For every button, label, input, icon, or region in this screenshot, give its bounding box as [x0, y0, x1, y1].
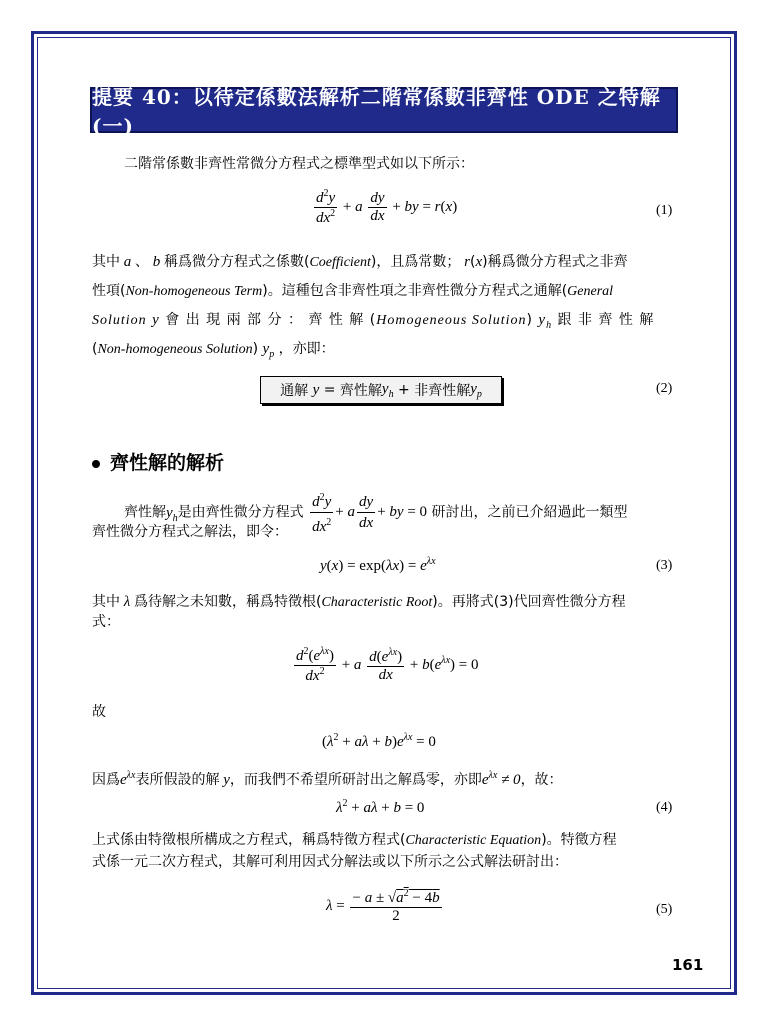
- paragraph-1-line-1: 其中 a 、 b 稱爲微分方程式之係數(Coefficient)，且爲常數； r(x)稱爲微分方程式之非齊: [92, 254, 628, 270]
- paragraph-5-line-2: 式係一元二次方程式，其解可利用因式分解法或以下所示之公式解法研討出：: [92, 854, 568, 870]
- intro-text: 二階常係數非齊性常微分方程式之標準型式如以下所示：: [124, 156, 474, 172]
- equation-3: $y(x) = \exp(\lambda x) = e^{\lambda x}$: [320, 556, 436, 574]
- equation-1-number: (1): [656, 203, 673, 218]
- therefore-text: 故: [92, 704, 106, 720]
- paragraph-4: 因爲$e^{\lambda x}$表所假設的解 y，而我們不希望所研討出之解爲零，亦即$e^{\lambda x} \ne 0$，故：: [92, 770, 563, 788]
- factored-equation: $(\lambda^2 + a\lambda + b)e^{\lambda x} = 0$: [322, 732, 436, 750]
- topic-title-banner: [90, 85, 678, 138]
- equation-4-number: (4): [656, 800, 673, 815]
- bullet-icon: [92, 460, 100, 468]
- equation-5-number: (5): [656, 902, 673, 917]
- equation-4: $\lambda^2 + a\lambda + b = 0$: [336, 798, 425, 816]
- paragraph-5-line-1: 上式係由特徵根所構成之方程式，稱爲特徵方程式(Characteristic Equation)。特徵方程: [92, 832, 617, 848]
- equation-3-number: (3): [656, 558, 673, 573]
- paragraph-1-line-2: 性項(Non-homogeneous Term)。這種包含非齊性項之非齊性微分方程式之通解(General: [92, 283, 614, 299]
- section-heading: 齊性解的解析: [92, 448, 224, 475]
- equation-5: λ = $\frac{- a \pm √a^2 - 4b}{2}$: [326, 888, 440, 924]
- paragraph-1-line-3: Solution y 會 出 現 兩 部 分 ： 齊 性 解 (Homogeneous Solution) $y_h$ 跟 非 齊 性 解: [92, 312, 655, 331]
- paragraph-2-line-2: 齊性微分方程式之解法，即令：: [92, 524, 288, 540]
- boxed-equation-2: 通解 y = 齊性解 $y_h$ + 非齊性解 $y_p$: [260, 376, 502, 404]
- paragraph-3-line-2: 式：: [92, 614, 120, 630]
- paragraph-1-line-4: (Non-homogeneous Solution) $y_p$ ，亦即：: [92, 341, 335, 360]
- equation-2-number: (2): [656, 381, 673, 396]
- paragraph-2-line-1: 齊性解$y_h$是由齊性微分方程式 $\frac{d^2y}{dx^2}$ + a $\frac{dy}{dx}$ + by = 0 研討出，之前已介紹過此一類型: [124, 488, 628, 537]
- paragraph-3-line-1: 其中 λ 爲待解之未知數，稱爲特徵根(Characteristic Root)。再將式(3)代回齊性微分方程: [92, 594, 626, 610]
- substituted-equation: $\frac{d^2(e^{\lambda x})}{dx^2}$ + a $\frac{d(e^{\lambda x})}{dx}$ + $b(e^{\lambda x}) = 0$: [296, 646, 479, 684]
- topic-title: 提要 40：以待定係數法解析二階常係數非齊性 ODE 之特解(一): [92, 85, 661, 138]
- equation-1: $\frac{d^2y}{dx^2}$ + a $\frac{dy}{dx}$ + by = r(x): [316, 188, 458, 226]
- page-number: 161: [672, 956, 704, 974]
